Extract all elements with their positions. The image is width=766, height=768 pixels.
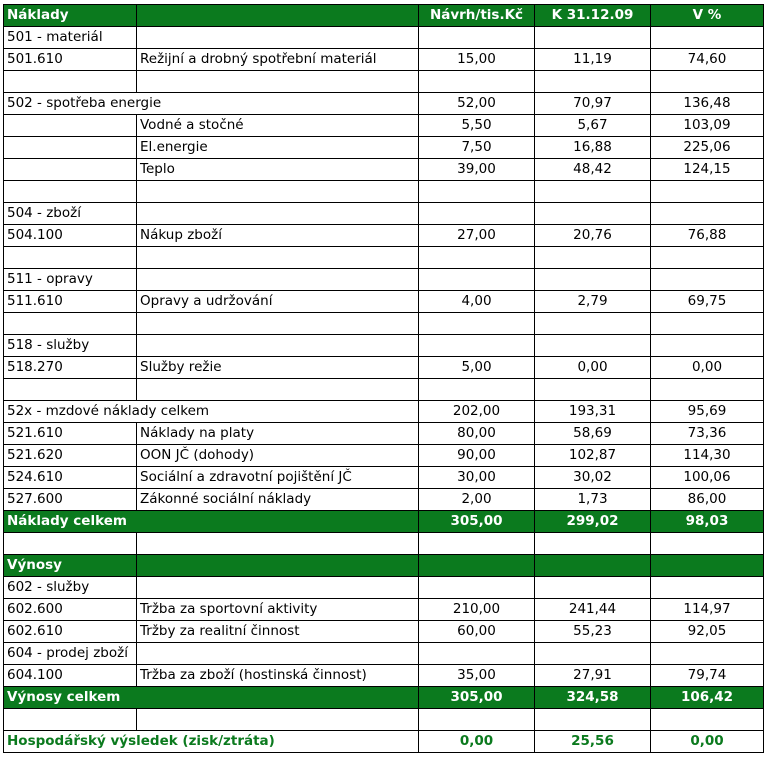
blank-row — [4, 379, 764, 401]
table-row — [4, 467, 764, 489]
header-navrh: Návrh/tis.Kč — [419, 5, 535, 27]
table-row — [4, 291, 764, 313]
row-pct: 124,15 — [651, 159, 764, 181]
group-label: 511 - opravy — [4, 269, 137, 291]
row-k: 70,97 — [535, 93, 651, 115]
result-k: 25,56 — [535, 731, 651, 753]
total-pct: 98,03 — [651, 511, 764, 533]
row-navrh: 39,00 — [419, 159, 535, 181]
group-label: 52x - mzdové náklady celkem — [4, 401, 419, 423]
row-k: 48,42 — [535, 159, 651, 181]
vynosy-total-row — [4, 687, 764, 709]
group-label: 602 - služby — [4, 577, 137, 599]
row-navrh: 30,00 — [419, 467, 535, 489]
total-k: 324,58 — [535, 687, 651, 709]
row-k: 58,69 — [535, 423, 651, 445]
group-row-511 — [4, 269, 764, 291]
naklady-total-row — [4, 511, 764, 533]
row-code: 602.600 — [4, 599, 137, 621]
row-navrh: 5,50 — [419, 115, 535, 137]
header-pct: V % — [651, 5, 764, 27]
row-name: Režijní a drobný spotřební materiál — [137, 49, 419, 71]
result-pct: 0,00 — [651, 731, 764, 753]
group-row-604 — [4, 643, 764, 665]
row-code: 524.610 — [4, 467, 137, 489]
group-label: 604 - prodej zboží — [4, 643, 137, 665]
blank-row — [4, 247, 764, 269]
row-pct: 69,75 — [651, 291, 764, 313]
row-name: OON JČ (dohody) — [137, 445, 419, 467]
row-name: Teplo — [137, 159, 419, 181]
row-k: 20,76 — [535, 225, 651, 247]
blank-row — [4, 533, 764, 555]
row-pct: 92,05 — [651, 621, 764, 643]
row-k: 2,79 — [535, 291, 651, 313]
row-pct: 100,06 — [651, 467, 764, 489]
result-label: Hospodářský výsledek (zisk/ztráta) — [4, 731, 419, 753]
row-name: Náklady na platy — [137, 423, 419, 445]
row-navrh: 80,00 — [419, 423, 535, 445]
vynosy-label: Výnosy — [4, 555, 137, 577]
row-name: Vodné a stočné — [137, 115, 419, 137]
group-row-502 — [4, 93, 764, 115]
row-name: Tržba za sportovní aktivity — [137, 599, 419, 621]
blank-row — [4, 313, 764, 335]
row-name: El.energie — [137, 137, 419, 159]
total-label: Výnosy celkem — [4, 687, 419, 709]
row-k: 5,67 — [535, 115, 651, 137]
row-navrh: 52,00 — [419, 93, 535, 115]
row-pct: 103,09 — [651, 115, 764, 137]
table-row — [4, 357, 764, 379]
row-code: 521.610 — [4, 423, 137, 445]
table-row — [4, 49, 764, 71]
group-row-501 — [4, 27, 764, 49]
row-pct: 79,74 — [651, 665, 764, 687]
row-name: Tržby za realitní činnost — [137, 621, 419, 643]
row-name: Zákonné sociální náklady — [137, 489, 419, 511]
row-k: 241,44 — [535, 599, 651, 621]
row-name: Služby režie — [137, 357, 419, 379]
blank-row — [4, 709, 764, 731]
row-name: Tržba za zboží (hostinská činnost) — [137, 665, 419, 687]
group-row-504 — [4, 203, 764, 225]
row-name: Opravy a udržování — [137, 291, 419, 313]
table-row — [4, 665, 764, 687]
row-code: 511.610 — [4, 291, 137, 313]
header-k: K 31.12.09 — [535, 5, 651, 27]
row-code: 518.270 — [4, 357, 137, 379]
row-navrh: 4,00 — [419, 291, 535, 313]
row-navrh: 35,00 — [419, 665, 535, 687]
row-k: 0,00 — [535, 357, 651, 379]
row-name: Sociální a zdravotní pojištění JČ — [137, 467, 419, 489]
result-row — [4, 731, 764, 753]
budget-table — [3, 4, 764, 753]
row-k: 102,87 — [535, 445, 651, 467]
result-navrh: 0,00 — [419, 731, 535, 753]
row-pct: 95,69 — [651, 401, 764, 423]
blank-row — [4, 71, 764, 93]
row-pct: 86,00 — [651, 489, 764, 511]
group-label: 518 - služby — [4, 335, 137, 357]
row-k: 30,02 — [535, 467, 651, 489]
row-navrh: 15,00 — [419, 49, 535, 71]
row-k: 27,91 — [535, 665, 651, 687]
table-row — [4, 137, 764, 159]
row-code: 527.600 — [4, 489, 137, 511]
table-row — [4, 225, 764, 247]
row-k: 55,23 — [535, 621, 651, 643]
row-pct: 114,97 — [651, 599, 764, 621]
row-k: 16,88 — [535, 137, 651, 159]
row-navrh: 5,00 — [419, 357, 535, 379]
total-pct: 106,42 — [651, 687, 764, 709]
table-row — [4, 445, 764, 467]
table-row — [4, 159, 764, 181]
group-row-52x — [4, 401, 764, 423]
header-label: Náklady — [4, 5, 137, 27]
row-navrh: 60,00 — [419, 621, 535, 643]
total-label: Náklady celkem — [4, 511, 419, 533]
header-blank — [137, 5, 419, 27]
row-pct: 74,60 — [651, 49, 764, 71]
row-pct: 136,48 — [651, 93, 764, 115]
row-pct: 225,06 — [651, 137, 764, 159]
row-navrh: 210,00 — [419, 599, 535, 621]
row-navrh: 7,50 — [419, 137, 535, 159]
row-navrh: 27,00 — [419, 225, 535, 247]
row-code: 501.610 — [4, 49, 137, 71]
row-code: 521.620 — [4, 445, 137, 467]
row-pct: 76,88 — [651, 225, 764, 247]
total-navrh: 305,00 — [419, 511, 535, 533]
row-navrh: 90,00 — [419, 445, 535, 467]
row-navrh: 202,00 — [419, 401, 535, 423]
table-row — [4, 599, 764, 621]
table-row — [4, 489, 764, 511]
row-k: 1,73 — [535, 489, 651, 511]
group-label: 502 - spotřeba energie — [4, 93, 419, 115]
group-row-518 — [4, 335, 764, 357]
row-code: 602.610 — [4, 621, 137, 643]
table-row — [4, 115, 764, 137]
header-row — [4, 5, 764, 27]
row-navrh: 2,00 — [419, 489, 535, 511]
row-pct: 73,36 — [651, 423, 764, 445]
total-k: 299,02 — [535, 511, 651, 533]
group-label: 501 - materiál — [4, 27, 137, 49]
vynosy-header-row — [4, 555, 764, 577]
group-label: 504 - zboží — [4, 203, 137, 225]
table-row — [4, 621, 764, 643]
table-row — [4, 423, 764, 445]
row-code: 604.100 — [4, 665, 137, 687]
row-k: 193,31 — [535, 401, 651, 423]
row-pct: 0,00 — [651, 357, 764, 379]
row-code: 504.100 — [4, 225, 137, 247]
group-row-602 — [4, 577, 764, 599]
row-name: Nákup zboží — [137, 225, 419, 247]
row-k: 11,19 — [535, 49, 651, 71]
blank-row — [4, 181, 764, 203]
total-navrh: 305,00 — [419, 687, 535, 709]
row-pct: 114,30 — [651, 445, 764, 467]
